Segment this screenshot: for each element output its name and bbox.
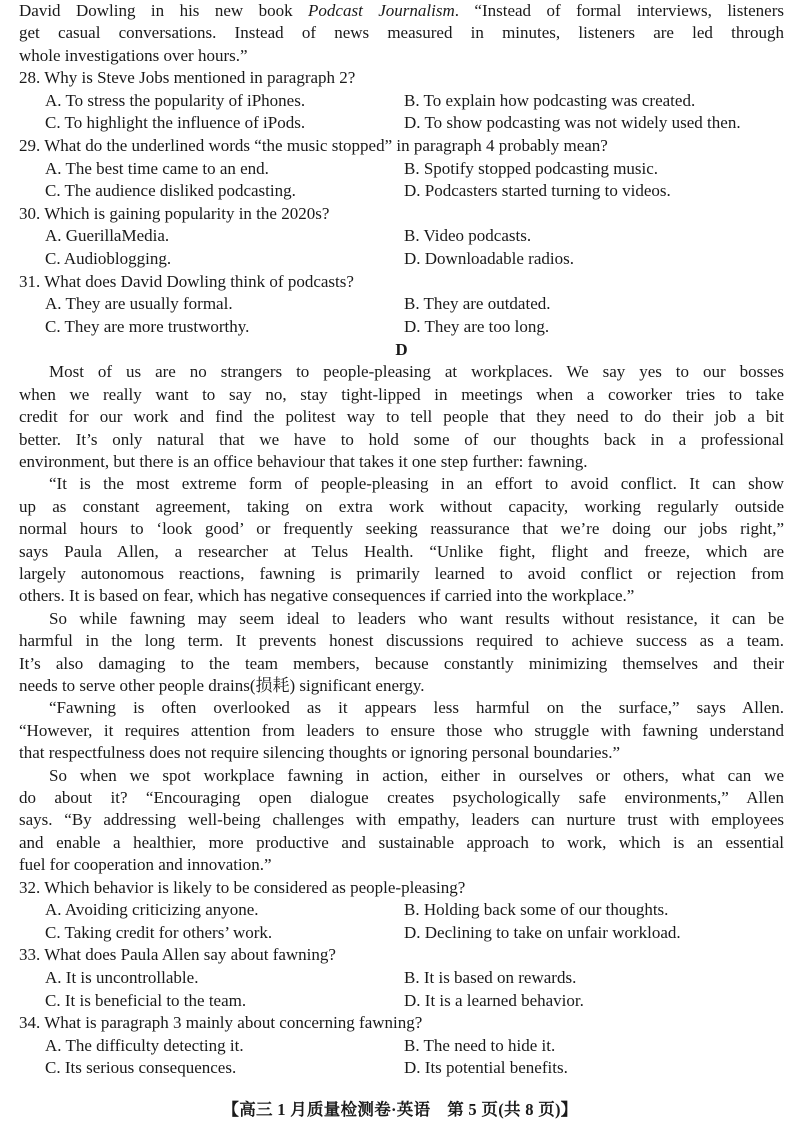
answer-option: D. They are too long. bbox=[404, 316, 550, 336]
questions-32-34 bbox=[19, 877, 784, 1080]
answer-option: C. Its serious consequences. bbox=[45, 1058, 237, 1078]
question-stem: 34. What is paragraph 3 mainly about concerning fawning? bbox=[19, 1013, 423, 1033]
intro-line: get casual conversations. Instead of news measured in minutes, listeners are led through bbox=[19, 23, 784, 43]
passage-line: harmful in the long term. It prevents honest discussions required to achieve success as a team. bbox=[19, 631, 784, 651]
question-stem: 28. Why is Steve Jobs mentioned in paragraph 2? bbox=[19, 68, 356, 88]
question-stem: 30. Which is gaining popularity in the 2020s? bbox=[19, 203, 330, 223]
passage-line: environment, but there is an office behaviour that takes it one step further: fawning. bbox=[19, 451, 588, 471]
answer-options bbox=[19, 899, 784, 944]
question-stem: 29. What do the underlined words “the music stopped” in paragraph 4 probably mean? bbox=[19, 136, 608, 155]
questions-28-31 bbox=[19, 67, 784, 338]
answer-options bbox=[19, 1035, 784, 1080]
answer-option: D. Its potential benefits. bbox=[404, 1058, 568, 1078]
answer-option: C. To highlight the influence of iPods. bbox=[45, 113, 306, 133]
passage-line: “Fawning is often overlooked as it appears less harmful on the surface,” says Allen. bbox=[49, 698, 784, 718]
answer-option: B. The need to hide it. bbox=[404, 1035, 556, 1055]
passage-line: and enable a healthier, more productive and sustainable approach to work, which is an essential bbox=[19, 832, 784, 852]
answer-option: D. To show podcasting was not widely used then. bbox=[404, 113, 741, 133]
question-stem: 31. What does David Dowling think of podcasts? bbox=[19, 271, 354, 291]
passage-line: says. “By addressing well-being challenges with empathy, leaders can nurture trust with employees bbox=[19, 810, 784, 830]
answer-option: C. It is beneficial to the team. bbox=[45, 990, 247, 1010]
answer-option: D. Podcasters started turning to videos. bbox=[404, 181, 671, 201]
answer-options bbox=[19, 293, 784, 338]
answer-option: B. Holding back some of our thoughts. bbox=[404, 900, 669, 920]
passage-line: credit for our work and find the politest way to tell people that they need to do their job a bit bbox=[19, 407, 784, 427]
answer-option: D. Downloadable radios. bbox=[404, 248, 574, 268]
answer-option: B. They are outdated. bbox=[404, 294, 551, 314]
answer-option: A. It is uncontrollable. bbox=[45, 968, 199, 988]
section-d-title: D bbox=[395, 340, 408, 360]
intro-passage-end bbox=[19, 0, 784, 67]
passage-line: normal hours to ‘look good’ or frequently seeking reassurance that we’re doing our jobs right,” bbox=[19, 519, 784, 539]
intro-line: David Dowling in his new book Podcast Journalism. “Instead of formal interviews, listeners bbox=[19, 1, 784, 20]
passage-line: up as constant agreement, taking on extra work without capacity, working regularly outside bbox=[19, 496, 784, 516]
book-title: Podcast Journalism bbox=[308, 1, 455, 20]
question-stem: 32. Which behavior is likely to be considered as people-pleasing? bbox=[19, 877, 466, 897]
passage-line: So while fawning may seem ideal to leaders who want results without resistance, it can be bbox=[49, 608, 784, 628]
answer-option: C. The audience disliked podcasting. bbox=[45, 181, 296, 201]
answer-option: B. Video podcasts. bbox=[404, 226, 532, 246]
answer-option: A. They are usually formal. bbox=[45, 294, 233, 314]
passage-line: “It is the most extreme form of people-pleasing in an effort to avoid conflict. It can show bbox=[49, 474, 784, 494]
answer-option: B. To explain how podcasting was created. bbox=[404, 90, 696, 110]
page-footer: 【高三 1 月质量检测卷·英语 第 5 页(共 8 页)】 bbox=[222, 1100, 578, 1119]
answer-option: C. They are more trustworthy. bbox=[45, 316, 250, 336]
passage-line: So when we spot workplace fawning in action, either in ourselves or others, what can we bbox=[49, 765, 784, 785]
passage-line: others. It is based on fear, which has negative consequences if carried into the workplace.” bbox=[19, 586, 635, 606]
question-stem: 33. What does Paula Allen say about fawning? bbox=[19, 945, 336, 965]
passage-line: do about it? “Encouraging open dialogue creates psychologically safe environments,” Allen bbox=[19, 788, 784, 808]
answer-option: A. The difficulty detecting it. bbox=[45, 1035, 244, 1055]
answer-option: C. Taking credit for others’ work. bbox=[45, 922, 273, 942]
passage-d bbox=[19, 361, 784, 876]
answer-option: A. Avoiding criticizing anyone. bbox=[45, 900, 259, 920]
answer-option: D. It is a learned behavior. bbox=[404, 990, 584, 1010]
passage-line: It’s also damaging to the team members, because constantly minimizing themselves and their bbox=[19, 653, 784, 673]
passage-line: better. It’s only natural that we have to hold some of our thoughts back in a professional bbox=[19, 429, 784, 449]
answer-option: B. Spotify stopped podcasting music. bbox=[404, 158, 659, 178]
passage-line: fuel for cooperation and innovation.” bbox=[19, 855, 272, 875]
passage-line: when we really want to say no, stay tight-lipped in meetings when a coworker tries to take bbox=[19, 384, 784, 404]
answer-option: C. Audioblogging. bbox=[45, 248, 172, 268]
answer-options bbox=[19, 158, 784, 203]
answer-option: A. The best time came to an end. bbox=[45, 158, 269, 178]
answer-options bbox=[19, 967, 784, 1012]
passage-line: needs to serve other people drains(损耗) significant energy. bbox=[19, 676, 425, 696]
answer-option: A. To stress the popularity of iPhones. bbox=[45, 90, 306, 110]
passage-line: that respectfulness does not require silencing thoughts or ignoring personal boundaries.” bbox=[19, 743, 620, 763]
answer-options bbox=[19, 225, 784, 270]
answer-option: A. GuerillaMedia. bbox=[45, 226, 170, 246]
passage-line: says Paula Allen, a researcher at Telus Health. “Unlike fight, flight and freeze, which are bbox=[19, 541, 784, 561]
answer-options bbox=[19, 90, 784, 135]
passage-line: “However, it requires attention from leaders to ensure those who struggle with fawning understand bbox=[19, 720, 784, 740]
passage-line: Most of us are no strangers to people-pleasing at workplaces. We say yes to our bosses bbox=[49, 362, 784, 382]
answer-option: B. It is based on rewards. bbox=[404, 968, 577, 988]
intro-line: whole investigations over hours.” bbox=[19, 45, 248, 65]
answer-option: D. Declining to take on unfair workload. bbox=[404, 922, 681, 942]
passage-line: largely autonomous reactions, fawning is primarily learned to avoid conflict or rejection from bbox=[19, 564, 784, 583]
